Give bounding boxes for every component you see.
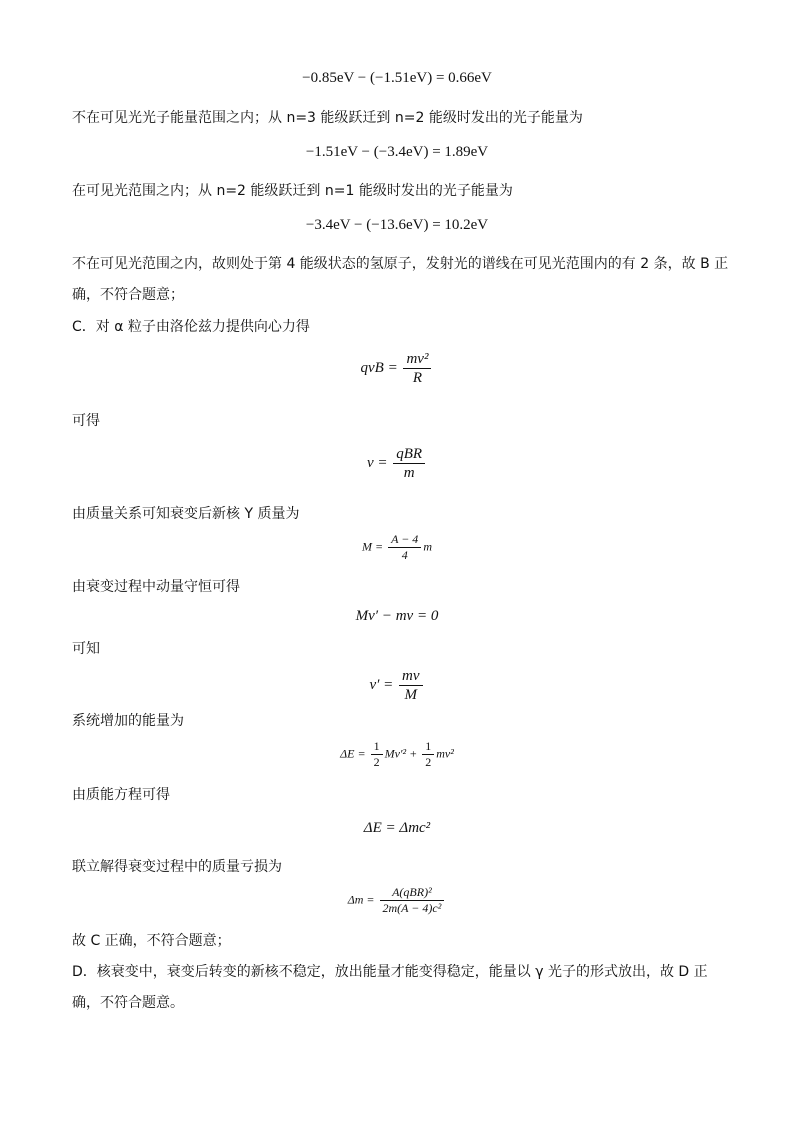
formula-mass-energy: ΔE = Δmc² <box>363 820 431 836</box>
formula-mass-defect <box>0 885 794 916</box>
numerator: A(qBR)² <box>380 885 445 901</box>
fraction <box>403 350 431 387</box>
text-line: 由质能方程可得 <box>72 787 170 803</box>
formula-rhs: m <box>423 539 432 554</box>
denominator: 2 <box>373 755 380 769</box>
formula-lorentz-centripetal <box>0 350 794 387</box>
formula-lhs: ΔE = <box>340 746 366 761</box>
text-line: 由质量关系可知衰变后新核 Y 质量为 <box>72 506 300 522</box>
denominator: m <box>403 465 415 481</box>
fraction <box>422 739 434 770</box>
denominator: M <box>404 687 418 703</box>
text-line: 可得 <box>72 413 100 429</box>
formula-rhs: mv² <box>436 746 454 761</box>
text-line: 由衰变过程中动量守恒可得 <box>72 579 240 595</box>
denominator: 2m(A − 4)c² <box>382 901 442 915</box>
formula-energy-increase <box>0 739 794 770</box>
formula-lhs: v = <box>366 454 388 471</box>
formula-velocity <box>0 445 794 482</box>
section-d-text: D．核衰变中，衰变后转变的新核不稳定，放出能量才能变得稳定，能量以 γ 光子的形式放出，故 D 正 <box>72 964 708 980</box>
numerator: qBR <box>393 445 425 464</box>
denominator: 2 <box>425 755 432 769</box>
text-line: 不在可见光光子能量范围之内；从 n=3 能级跃迁到 n=2 能级时发出的光子能量为 <box>72 110 583 126</box>
fraction <box>388 532 421 563</box>
formula-recoil-velocity <box>0 667 794 704</box>
formula-middle: Mv′² + <box>384 746 418 761</box>
formula-lhs: M = <box>362 539 384 554</box>
numerator: 1 <box>371 739 383 755</box>
formula-lhs: v′ = <box>369 676 394 693</box>
text-line: 可知 <box>72 641 100 657</box>
text-line: 系统增加的能量为 <box>72 713 184 729</box>
text-line: 不在可见光范围之内，故则处于第 4 能级状态的氢原子，发射光的谱线在可见光范围内的有 2 条，故 B 正 <box>72 256 729 272</box>
equation-energy-4-3: −0.85eV − (−1.51eV) = 0.66eV <box>302 70 492 86</box>
formula-nucleus-mass <box>0 532 794 563</box>
denominator: R <box>412 370 423 386</box>
denominator: 4 <box>401 548 408 562</box>
text-line: 确，不符合题意。 <box>72 995 184 1011</box>
text-line: 确，不符合题意； <box>72 287 184 303</box>
numerator: mv² <box>403 350 431 369</box>
text-line: 故 C 正确，不符合题意； <box>72 933 231 949</box>
section-c-heading: C．对 α 粒子由洛伦兹力提供向心力得 <box>72 319 310 335</box>
formula-lhs: qvB = <box>360 359 398 376</box>
equation-energy-3-2: −1.51eV − (−3.4eV) = 1.89eV <box>305 144 489 160</box>
formula-lhs: Δm = <box>347 892 375 907</box>
equation-energy-2-1: −3.4eV − (−13.6eV) = 10.2eV <box>305 217 489 233</box>
fraction <box>399 667 423 704</box>
text-line: 联立解得衰变过程中的质量亏损为 <box>72 859 282 875</box>
formula-momentum-conservation: Mv′ − mv = 0 <box>355 608 439 624</box>
fraction <box>393 445 425 482</box>
fraction <box>371 739 383 770</box>
text-line: 在可见光范围之内；从 n=2 能级跃迁到 n=1 能级时发出的光子能量为 <box>72 183 513 199</box>
numerator: mv <box>399 667 423 686</box>
fraction <box>380 885 445 916</box>
numerator: A − 4 <box>388 532 421 548</box>
numerator: 1 <box>422 739 434 755</box>
